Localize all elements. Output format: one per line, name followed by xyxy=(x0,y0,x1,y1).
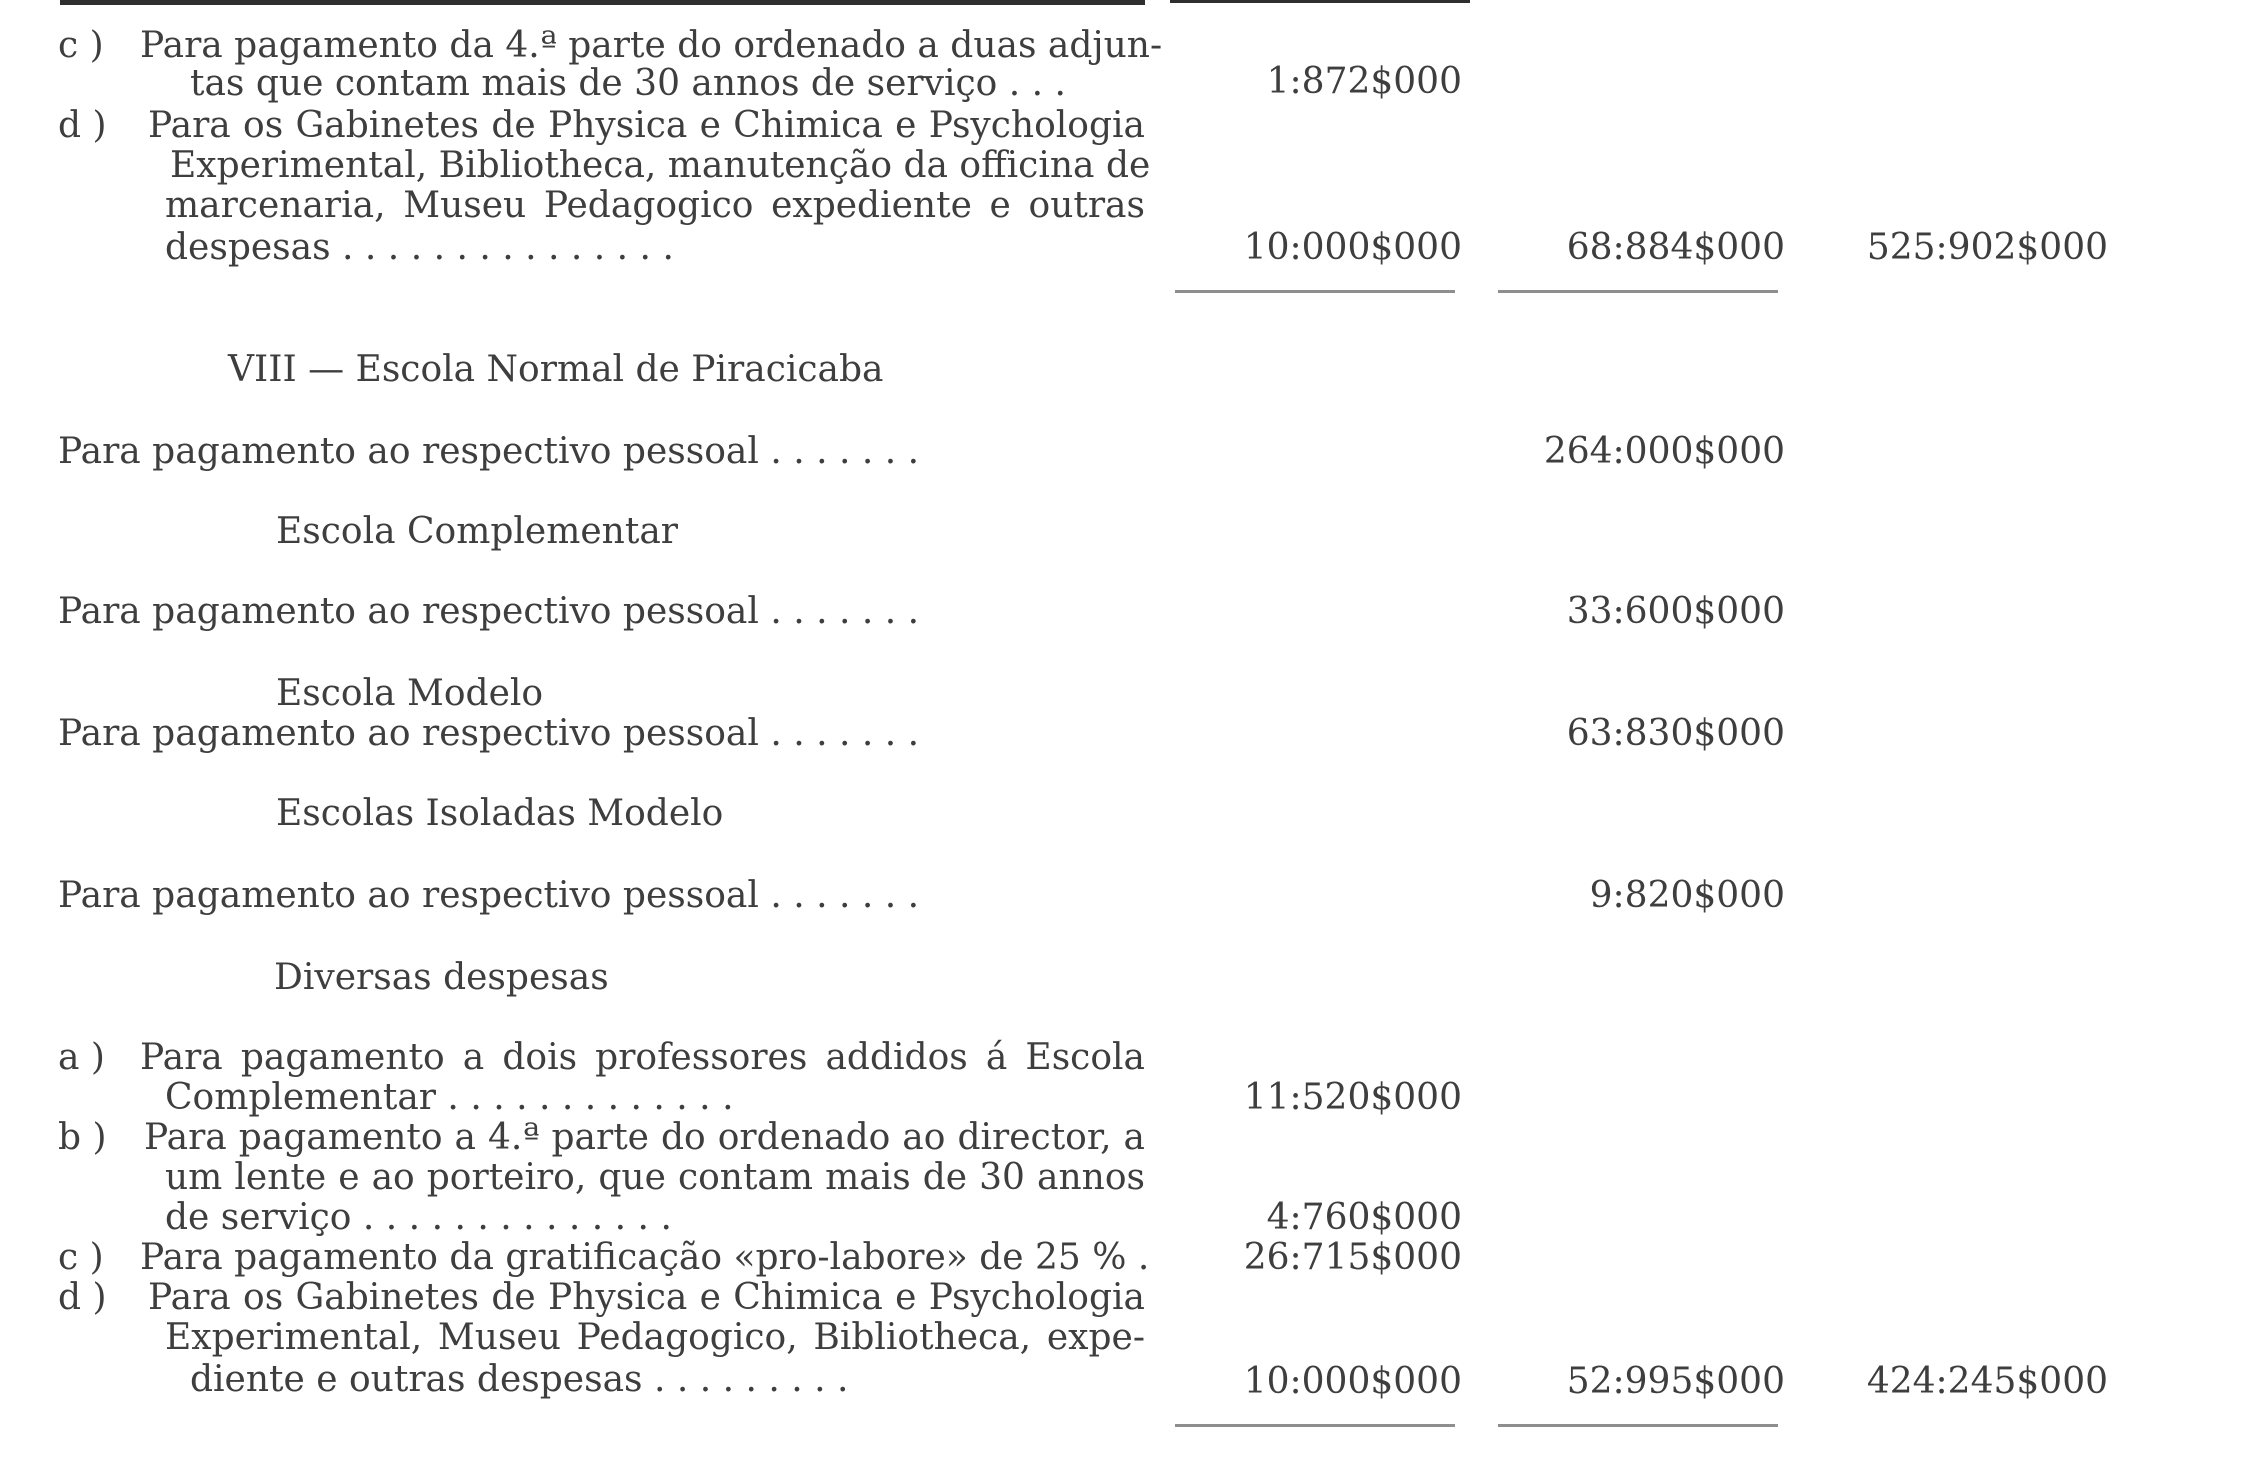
diversas-d-line-3: diente e outras despesas . . . . . . . . . xyxy=(190,1359,849,1400)
diversas-c-amount: 26:715$000 xyxy=(1243,1237,1462,1278)
modelo-heading: Escola Modelo xyxy=(276,673,544,714)
diversas-b-line-3: de serviço . . . . . . . . . . . . . . xyxy=(165,1197,672,1238)
pessoal-line: Para pagamento ao respectivo pessoal . . . . . . . xyxy=(58,431,920,472)
diversas-d-subtotal: 52:995$000 xyxy=(1566,1361,1785,1402)
diversas-b-line-1: Para pagamento a 4.ª parte do ordenado ao director, a xyxy=(144,1117,1145,1158)
diversas-a-amount: 11:520$000 xyxy=(1243,1077,1462,1118)
diversas-d-label: d ) xyxy=(58,1277,107,1318)
diversas-d-total: 424:245$000 xyxy=(1866,1361,2108,1402)
diversas-a-line-2: Complementar . . . . . . . . . . . . . xyxy=(165,1077,734,1118)
item-d-line-2: Experimental, Bibliotheca, manutenção da officina de xyxy=(170,145,1151,186)
modelo-line: Para pagamento ao respectivo pessoal . . . . . . . xyxy=(58,713,920,754)
top-border-rule xyxy=(60,0,1145,5)
subtotal-rule-1 xyxy=(1175,290,1455,293)
complementar-heading: Escola Complementar xyxy=(276,511,678,552)
isoladas-heading: Escolas Isoladas Modelo xyxy=(276,793,724,834)
diversas-a-label: a ) xyxy=(58,1037,105,1078)
diversas-a-line-1: Para pagamento a dois professores addidos á Escola xyxy=(140,1037,1145,1078)
diversas-b-label: b ) xyxy=(58,1117,107,1158)
item-c-label: c ) xyxy=(58,25,104,66)
item-d-amount: 10:000$000 xyxy=(1243,227,1462,268)
complementar-line: Para pagamento ao respectivo pessoal . . . . . . . xyxy=(58,591,920,632)
diversas-d-line-2: Experimental, Museu Pedagogico, Bibliotheca, expe- xyxy=(165,1317,1145,1358)
isoladas-amount: 9:820$000 xyxy=(1589,875,1785,916)
isoladas-line: Para pagamento ao respectivo pessoal . . . . . . . xyxy=(58,875,920,916)
item-d-label: d ) xyxy=(58,105,107,146)
diversas-d-amount: 10:000$000 xyxy=(1243,1361,1462,1402)
diversas-d-line-1: Para os Gabinetes de Physica e Chimica e Psychologia xyxy=(148,1277,1145,1318)
pessoal-amount: 264:000$000 xyxy=(1543,431,1785,472)
diversas-c-label: c ) xyxy=(58,1237,104,1278)
item-d-line-1: Para os Gabinetes de Physica e Chimica e Psychologia xyxy=(148,105,1145,146)
item-c-line-2: tas que contam mais de 30 annos de serviço . . . xyxy=(190,63,1066,104)
item-d-line-4: despesas . . . . . . . . . . . . . . . xyxy=(165,227,674,268)
item-d-subtotal: 68:884$000 xyxy=(1566,227,1785,268)
complementar-amount: 33:600$000 xyxy=(1566,591,1785,632)
top-border-rule-2 xyxy=(1170,0,1470,3)
item-d-line-3: marcenaria, Museu Pedagogico expediente e outras xyxy=(165,185,1145,226)
diversas-b-line-2: um lente e ao porteiro, que contam mais de 30 annos xyxy=(165,1157,1145,1198)
diversas-heading: Diversas despesas xyxy=(274,957,609,998)
subtotal-rule-2 xyxy=(1498,290,1778,293)
subtotal-rule-3 xyxy=(1175,1424,1455,1427)
section-viii-heading: VIII — Escola Normal de Piracicaba xyxy=(228,349,884,390)
item-c-amount: 1:872$000 xyxy=(1266,61,1462,102)
diversas-b-amount: 4:760$000 xyxy=(1266,1197,1462,1238)
item-c-line-1: Para pagamento da 4.ª parte do ordenado a duas adjun- xyxy=(140,25,1163,66)
subtotal-rule-4 xyxy=(1498,1424,1778,1427)
item-d-total: 525:902$000 xyxy=(1866,227,2108,268)
modelo-amount: 63:830$000 xyxy=(1566,713,1785,754)
diversas-c-line-1: Para pagamento da gratificação «pro-labore» de 25 % . xyxy=(140,1237,1150,1278)
